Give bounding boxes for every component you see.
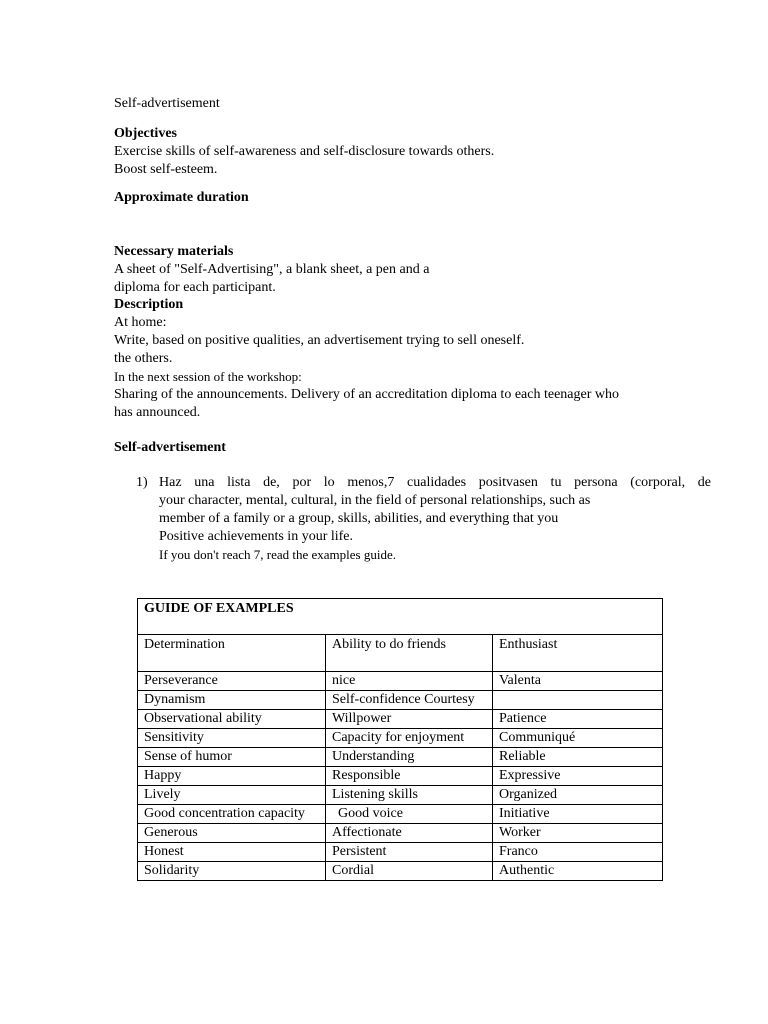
description-heading: Description [114,297,184,312]
table-row [138,635,663,672]
table-cell: Responsible [326,767,493,786]
objectives-line: Exercise skills of self-awareness and self-disclosure towards others. [114,144,495,159]
table-title: GUIDE OF EXAMPLES [138,599,663,635]
list-item-line: Haz una lista de, por lo menos,7 cualidades positvasen tu persona (corporal, de [159,475,711,490]
table-title-row [138,599,663,635]
description-line: has announced. [114,405,201,420]
materials-line: diploma for each participant. [114,280,276,295]
table-cell: Observational ability [138,710,326,729]
table-row [138,748,663,767]
table-row [138,691,663,710]
table-cell: nice [326,672,493,691]
duration-heading: Approximate duration [114,190,249,205]
table-cell: Honest [138,843,326,862]
table-cell: Perseverance [138,672,326,691]
description-line: the others. [114,351,173,366]
table-cell: Reliable [493,748,663,767]
description-line: Write, based on positive qualities, an advertisement trying to sell oneself. [114,333,525,348]
table-cell: Understanding [326,748,493,767]
table-cell: Dynamism [138,691,326,710]
description-line: Sharing of the announcements. Delivery of an accreditation diploma to each teenager who [114,387,619,402]
table-cell: Authentic [493,862,663,881]
description-line: In the next session of the workshop: [114,369,302,384]
examples-guide-table [137,598,663,881]
table-cell: Cordial [326,862,493,881]
table-cell: Lively [138,786,326,805]
table-cell: Listening skills [326,786,493,805]
table-row [138,843,663,862]
materials-heading: Necessary materials [114,244,234,259]
table-cell: Affectionate [326,824,493,843]
table-cell [493,691,663,710]
list-item-line: If you don't reach 7, read the examples guide. [159,547,396,562]
table-row [138,786,663,805]
table-cell: Initiative [493,805,663,824]
table-row [138,767,663,786]
table-cell: Determination [138,635,326,672]
table-row [138,824,663,843]
objectives-line: Boost self-esteem. [114,162,218,177]
table-cell: Ability to do friends [326,635,493,672]
table-row [138,729,663,748]
table-cell: Willpower [326,710,493,729]
table-cell: Sensitivity [138,729,326,748]
table-row [138,805,663,824]
table-cell: Worker [493,824,663,843]
table-cell: Expressive [493,767,663,786]
list-number: 1) [136,475,148,490]
table-cell: Sense of humor [138,748,326,767]
table-row [138,862,663,881]
table-cell: Capacity for enjoyment [326,729,493,748]
table-cell: Enthusiast [493,635,663,672]
document-title: Self-advertisement [114,96,220,111]
table-cell: Self-confidence Courtesy [326,691,493,710]
table-cell: Good concentration capacity [138,805,326,824]
list-item-line: your character, mental, cultural, in the field of personal relationships, such as [159,493,591,508]
list-item-line: Positive achievements in your life. [159,529,354,544]
table-cell: Franco [493,843,663,862]
table-cell: Organized [493,786,663,805]
table-cell: Happy [138,767,326,786]
table-cell: Communiqué [493,729,663,748]
table-cell: Valenta [493,672,663,691]
table-row [138,672,663,691]
table-cell: Good voice [326,805,493,824]
table-cell: Generous [138,824,326,843]
materials-line: A sheet of "Self-Advertising", a blank sheet, a pen and a [114,262,430,277]
table-cell: Solidarity [138,862,326,881]
section2-heading: Self-advertisement [114,440,226,455]
table-cell: Persistent [326,843,493,862]
list-item-line: member of a family or a group, skills, abilities, and everything that you [159,511,559,526]
table-row [138,710,663,729]
table-cell: Patience [493,710,663,729]
objectives-heading: Objectives [114,126,177,141]
description-line: At home: [114,315,167,330]
